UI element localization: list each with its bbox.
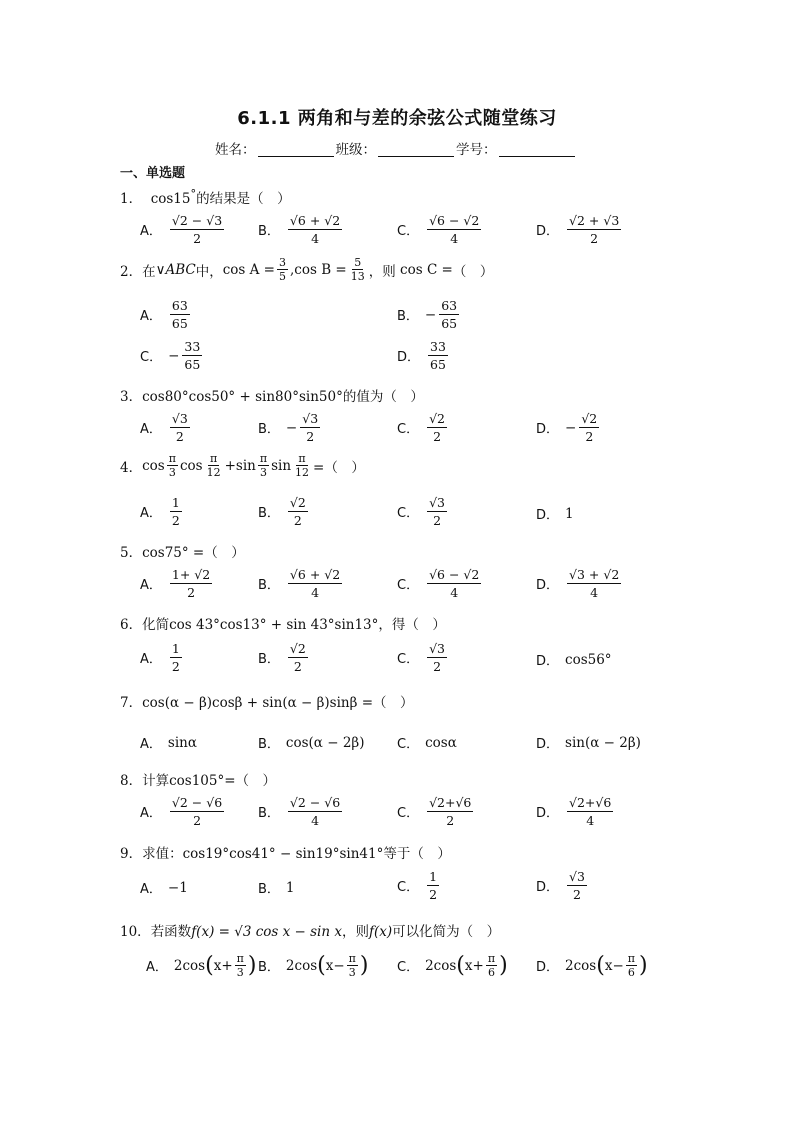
q9-option-c[interactable]: C． $\frac{1}{2}$ [397, 869, 438, 902]
q6-option-d[interactable]: D． cos56° [536, 651, 612, 669]
q9-option-b[interactable]: B． 1 [258, 879, 295, 897]
q3-option-c[interactable]: C． $\frac{√2}{2}$ [397, 411, 445, 444]
q6-option-a[interactable]: A． $\frac{1}{2}$ [140, 641, 180, 674]
q1-tail: 的结果是（ ） [196, 191, 291, 207]
question-number: 1． [120, 191, 143, 207]
q6-option-b[interactable]: B． $\frac{√2}{2}$ [258, 641, 306, 674]
question-9: 9．求值：cos19°cos41° − sin19°sin41°等于（ ） [120, 846, 451, 862]
q7-option-d[interactable]: D． sin(α − 2β) [536, 734, 641, 752]
q10-option-c[interactable]: C． 2cos ( x+ $\frac{\pi}{6}$ ) [397, 952, 508, 979]
q4-option-b[interactable]: B． $\frac{√2}{2}$ [258, 495, 306, 528]
q8-option-c[interactable]: C． $\frac{√2+√6}{2}$ [397, 795, 472, 828]
class-blank[interactable] [378, 142, 454, 157]
q1-option-a[interactable]: A． $\frac{√2 - √3}{2}$ [140, 213, 223, 246]
q5-option-b[interactable]: B． $\frac{√6 + √2}{4}$ [258, 567, 341, 600]
q3-option-a[interactable]: A． $\frac{√3}{2}$ [140, 411, 188, 444]
q1-option-c[interactable]: C． $\frac{√6 - √2}{4}$ [397, 213, 480, 246]
q3-option-b[interactable]: B． − $\frac{√3}{2}$ [258, 411, 319, 444]
q5-option-d[interactable]: D． $\frac{√3 + √2}{4}$ [536, 567, 620, 600]
q9-option-a[interactable]: A． −1 [140, 879, 188, 897]
q8-option-d[interactable]: D． $\frac{√2+√6}{4}$ [536, 795, 612, 828]
q9-option-d[interactable]: D． $\frac{√3}{2}$ [536, 869, 585, 902]
q5-option-a[interactable]: A． $\frac{1+ √2}{2}$ [140, 567, 211, 600]
q1-option-d[interactable]: D． $\frac{√2 + √3}{2}$ [536, 213, 620, 246]
id-blank[interactable] [499, 142, 575, 157]
q8-option-b[interactable]: B． $\frac{√2 - √6}{4}$ [258, 795, 341, 828]
page-title: 6.1.1 两角和与差的余弦公式随堂练习 [237, 108, 557, 129]
id-label: 学号： [456, 142, 497, 158]
q2-option-b[interactable]: B． − $\frac{63}{65}$ [397, 298, 458, 331]
q7-option-a[interactable]: A． sinα [140, 734, 197, 752]
question-10: 10．若函数f(x) = √3 cos x − sin x，则f(x)可以化简为（ ） [120, 924, 501, 940]
question-2: 2． 在 ∨ ABC 中， cos A = $\frac{3}{5}$ ,cos B = $\frac{5}{13}$ ，则 cos C = （ ） [120, 256, 494, 283]
question-7: 7．cos(α − β)cosβ + sin(α − β)sinβ =（ ） [120, 695, 414, 711]
q5-option-c[interactable]: C． $\frac{√6 - √2}{4}$ [397, 567, 480, 600]
question-3: 3．cos80°cos50° + sin80°sin50°的值为（ ） [120, 389, 424, 405]
q2-option-d[interactable]: D． $\frac{33}{65}$ [397, 339, 446, 372]
q7-option-b[interactable]: B． cos(α − 2β) [258, 734, 365, 752]
question-4: 4． cos $\frac{\pi}{3}$ cos $\frac{\pi}{12}$ + sin $\frac{\pi}{3}$ sin $\frac{\pi}{12}$ =（ ） [120, 452, 365, 479]
question-5: 5．cos75° =（ ） [120, 545, 245, 561]
name-label: 姓名： [215, 142, 256, 158]
name-blank[interactable] [258, 142, 334, 157]
q4-option-d[interactable]: D． 1 [536, 505, 574, 523]
question-8: 8．计算cos105°=（ ） [120, 773, 277, 789]
question-1 [120, 187, 291, 207]
class-label: 班级： [335, 142, 376, 158]
q4-option-c[interactable]: C． $\frac{√3}{2}$ [397, 495, 445, 528]
q1-option-b[interactable]: B． $\frac{√6 + √2}{4}$ [258, 213, 341, 246]
q10-option-d[interactable]: D． 2cos ( x− $\frac{\pi}{6}$ ) [536, 952, 648, 979]
q8-option-a[interactable]: A． $\frac{√2 - √6}{2}$ [140, 795, 223, 828]
section-heading: 一、单选题 [120, 166, 186, 181]
q1-degree: ° [190, 187, 197, 201]
q10-option-a[interactable]: A． 2cos ( x+ $\frac{\pi}{3}$ ) [146, 952, 257, 979]
question-6: 6．化简cos 43°cos13° + sin 43°sin13°，得（ ） [120, 617, 446, 633]
q2-option-c[interactable]: C． − $\frac{33}{65}$ [140, 339, 201, 372]
q3-option-d[interactable]: D． − $\frac{√2}{2}$ [536, 411, 598, 444]
q7-option-c[interactable]: C． cosα [397, 734, 457, 752]
q2-option-a[interactable]: A． $\frac{63}{65}$ [140, 298, 188, 331]
student-info [215, 138, 577, 158]
q10-option-b[interactable]: B． 2cos ( x− $\frac{\pi}{3}$ ) [258, 952, 369, 979]
q1-expr: cos15 [150, 191, 191, 207]
q6-option-c[interactable]: C． $\frac{√3}{2}$ [397, 641, 445, 674]
q4-option-a[interactable]: A． $\frac{1}{2}$ [140, 495, 180, 528]
